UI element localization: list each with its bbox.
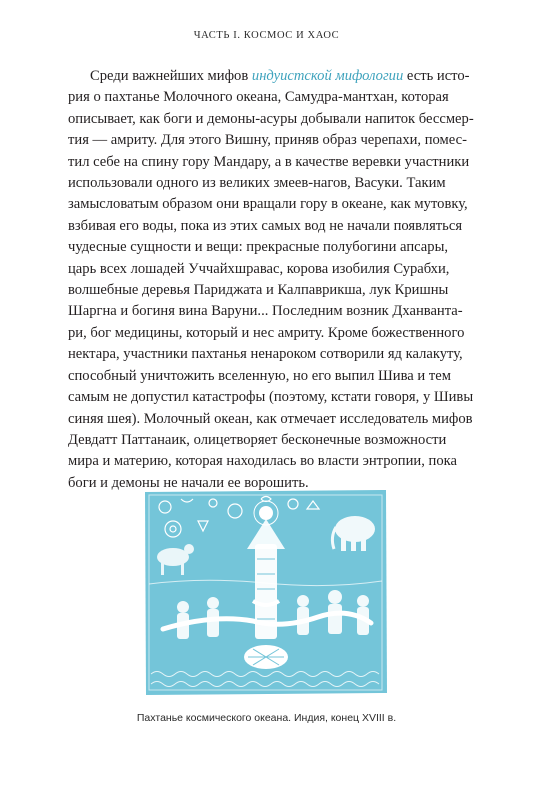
text-line: ри, бог медицины, который и нес амриту. Кроме божественного <box>68 324 465 341</box>
text-line: царь всех лошадей Уччайхшравас, корова изобилия Сурабхи, <box>68 260 450 277</box>
figure-caption: Пахтанье космического океана. Индия, конец XVIII в. <box>136 712 397 724</box>
text-line: Девдатт Паттанаик, олицетворяет бесконечные возможности <box>68 431 447 448</box>
body-paragraph <box>68 66 480 494</box>
text-line: чудесные сущности и вещи: прекрасные полубогини апсары, <box>68 239 449 256</box>
mythology-link[interactable]: индуистской мифологии <box>251 68 404 84</box>
text-line: тил себе на спину гору Мандару, а в качестве веревки участники <box>68 153 470 170</box>
text-line: замысловатым образом они вращали гору в океане, как мутовку, <box>68 196 468 213</box>
text-line: использовали одного из великих змеев-нагов, Васуки. Таким <box>68 175 446 192</box>
text-line: мира и материю, которая находилась во власти энтропии, пока <box>68 453 457 470</box>
text-line: рия о пахтанье Молочного океана, Самудра-мантхан, которая <box>68 89 449 106</box>
text-line <box>68 66 480 87</box>
text-line: боги и демоны не начали ее ворошить. <box>68 474 309 491</box>
text-fragment: есть исто- <box>403 68 470 84</box>
text-line: описывает, как боги и демоны-асуры добывали напиток бессмер- <box>68 110 474 127</box>
text-line: волшебные деревья Париджата и Калпаврикша, лук Кришны <box>68 282 449 299</box>
text-line: синяя шея). Молочный океан, как отмечает исследователь мифов <box>68 410 473 427</box>
churning-ocean-illustration <box>143 489 388 696</box>
text-fragment: Среди важнейших мифов <box>90 68 252 84</box>
text-line: способный уничтожить вселенную, но его выпил Шива и тем <box>68 367 451 384</box>
text-line: нектара, участники пахтанья ненароком сотворили яд калакуту, <box>68 346 463 363</box>
text-line: взбивая его воды, пока из этих самых вод не начали появляться <box>68 217 463 234</box>
running-head: ЧАСТЬ I. КОСМОС И ХАОС <box>193 30 340 41</box>
text-line: тия — амриту. Для этого Вишну, приняв образ черепахи, помес- <box>68 132 467 149</box>
text-line: Шаргна и богиня вина Варуни... Последним возник Дханванта- <box>68 303 463 320</box>
turtle-kurma <box>244 645 288 669</box>
text-line: самым не допустил катастрофы (поэтому, кстати говоря, у Шивы <box>68 389 474 406</box>
